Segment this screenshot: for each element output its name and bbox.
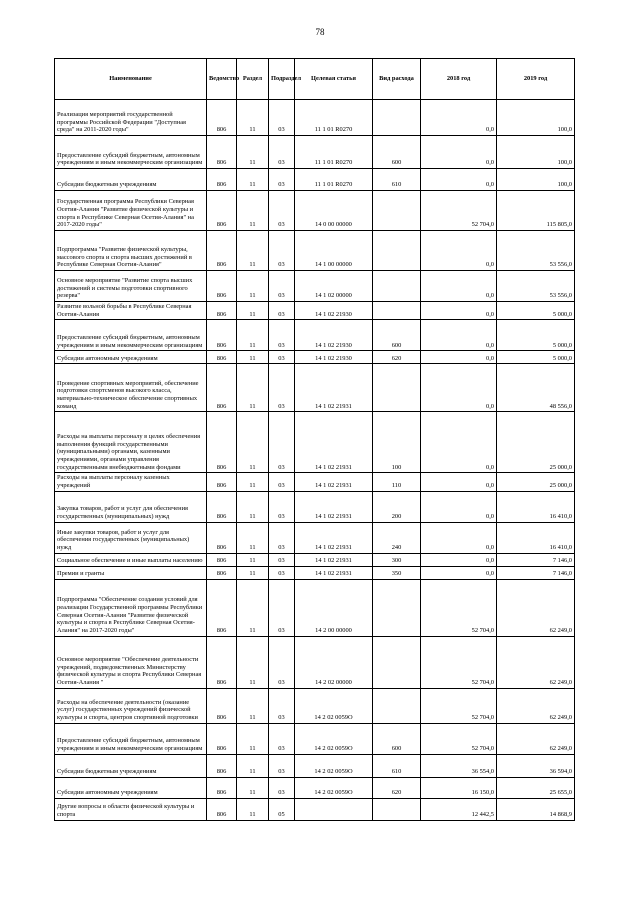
cell-y2019: 5 000,0: [497, 302, 575, 320]
cell-target: 11 1 01 R0270: [295, 136, 373, 169]
cell-y2019: 36 594,0: [497, 754, 575, 777]
header-name: Наименование: [55, 59, 207, 100]
cell-type: 620: [373, 351, 421, 364]
cell-section: 11: [237, 566, 269, 579]
table-row: [55, 636, 575, 688]
cell-type: [373, 364, 421, 412]
cell-name: Другие вопросы в области физической культуры и спорта: [55, 798, 207, 820]
cell-section: 11: [237, 351, 269, 364]
cell-target: 14 1 02 21931: [295, 364, 373, 412]
cell-name: Предоставление субсидий бюджетным, автономным учреждениям и иным некоммерческим организациям: [55, 136, 207, 169]
cell-section: 11: [237, 412, 269, 473]
cell-y2019: 62 249,0: [497, 688, 575, 723]
table-row: [55, 302, 575, 320]
cell-section: 11: [237, 320, 269, 351]
header-dept: Ведомство: [207, 59, 237, 100]
header-2019: 2019 год: [497, 59, 575, 100]
cell-y2019: 16 410,0: [497, 522, 575, 553]
cell-target: 14 1 02 21930: [295, 320, 373, 351]
table-row: [55, 271, 575, 302]
cell-dept: 806: [207, 302, 237, 320]
cell-subsection: 03: [269, 636, 295, 688]
cell-name: Предоставление субсидий бюджетным, автономным учреждениям и иным некоммерческим организациям: [55, 723, 207, 754]
cell-subsection: 03: [269, 522, 295, 553]
cell-type: 600: [373, 136, 421, 169]
header-target: Целевая статья: [295, 59, 373, 100]
cell-y2018: 0,0: [421, 491, 497, 522]
cell-section: 11: [237, 491, 269, 522]
cell-subsection: 03: [269, 777, 295, 798]
cell-type: 620: [373, 777, 421, 798]
cell-y2018: 0,0: [421, 364, 497, 412]
table-row: [55, 473, 575, 491]
cell-target: 14 1 02 21931: [295, 553, 373, 566]
cell-type: [373, 798, 421, 820]
cell-name: Государственная программа Республики Северная Осетия-Алания "Развитие физической культуры и спорта в Республике Северная Осетия-Алания" на 2017-2020 годы": [55, 191, 207, 231]
header-section: Раздел: [237, 59, 269, 100]
cell-y2018: 0,0: [421, 100, 497, 136]
cell-name: Подпрограмма "Развитие физической культуры, массового спорта и спорта высших достижений в Республике Северная Осетия-Алания": [55, 231, 207, 271]
cell-dept: 806: [207, 320, 237, 351]
cell-subsection: 03: [269, 320, 295, 351]
cell-dept: 806: [207, 473, 237, 491]
cell-subsection: 03: [269, 364, 295, 412]
cell-dept: 806: [207, 754, 237, 777]
cell-name: Расходы на выплаты персоналу казенных учреждений: [55, 473, 207, 491]
cell-y2018: 0,0: [421, 522, 497, 553]
table-row: [55, 723, 575, 754]
cell-section: 11: [237, 798, 269, 820]
cell-dept: 806: [207, 688, 237, 723]
cell-section: 11: [237, 636, 269, 688]
cell-y2018: 0,0: [421, 169, 497, 191]
cell-section: 11: [237, 553, 269, 566]
cell-type: [373, 302, 421, 320]
cell-dept: 806: [207, 553, 237, 566]
cell-y2019: 62 249,0: [497, 636, 575, 688]
cell-dept: 806: [207, 777, 237, 798]
cell-subsection: 03: [269, 191, 295, 231]
cell-section: 11: [237, 688, 269, 723]
cell-dept: 806: [207, 169, 237, 191]
table-row: [55, 579, 575, 636]
cell-y2019: 25 000,0: [497, 473, 575, 491]
table-row: [55, 553, 575, 566]
cell-type: 200: [373, 491, 421, 522]
cell-subsection: 03: [269, 566, 295, 579]
cell-type: 240: [373, 522, 421, 553]
cell-dept: 806: [207, 351, 237, 364]
cell-y2018: 52 704,0: [421, 723, 497, 754]
cell-section: 11: [237, 522, 269, 553]
cell-type: 300: [373, 553, 421, 566]
cell-y2018: 0,0: [421, 566, 497, 579]
cell-type: 610: [373, 754, 421, 777]
cell-subsection: 03: [269, 271, 295, 302]
cell-name: Субсидии бюджетным учреждениям: [55, 169, 207, 191]
cell-y2019: 14 868,9: [497, 798, 575, 820]
cell-y2019: 7 146,0: [497, 566, 575, 579]
table-row: [55, 566, 575, 579]
cell-dept: 806: [207, 798, 237, 820]
cell-y2018: 0,0: [421, 351, 497, 364]
table-row: [55, 688, 575, 723]
header-type: Вид расхода: [373, 59, 421, 100]
cell-subsection: 03: [269, 351, 295, 364]
cell-y2018: 52 704,0: [421, 636, 497, 688]
cell-dept: 806: [207, 136, 237, 169]
table-header-row: [55, 59, 575, 100]
cell-target: 11 1 01 R0270: [295, 169, 373, 191]
table-row: [55, 100, 575, 136]
cell-target: 14 1 02 21931: [295, 522, 373, 553]
cell-name: Субсидии бюджетным учреждениям: [55, 754, 207, 777]
cell-y2018: 52 704,0: [421, 688, 497, 723]
cell-name: Иные закупки товаров, работ и услуг для обеспечения государственных (муниципальных) нужд: [55, 522, 207, 553]
cell-dept: 806: [207, 191, 237, 231]
table-row: [55, 754, 575, 777]
cell-type: 100: [373, 412, 421, 473]
cell-type: [373, 191, 421, 231]
table-row: [55, 231, 575, 271]
table-row: [55, 798, 575, 820]
cell-dept: 806: [207, 271, 237, 302]
cell-y2019: 25 000,0: [497, 412, 575, 473]
cell-y2019: 25 655,0: [497, 777, 575, 798]
cell-section: 11: [237, 271, 269, 302]
cell-section: 11: [237, 579, 269, 636]
cell-section: 11: [237, 473, 269, 491]
cell-y2018: 36 554,0: [421, 754, 497, 777]
cell-dept: 806: [207, 579, 237, 636]
cell-y2018: 0,0: [421, 553, 497, 566]
cell-subsection: 03: [269, 723, 295, 754]
cell-y2018: 0,0: [421, 231, 497, 271]
cell-y2018: 0,0: [421, 473, 497, 491]
cell-subsection: 03: [269, 169, 295, 191]
cell-subsection: 03: [269, 688, 295, 723]
table-row: [55, 191, 575, 231]
cell-dept: 806: [207, 522, 237, 553]
cell-name: Предоставление субсидий бюджетным, автономным учреждениям и иным некоммерческим организациям: [55, 320, 207, 351]
cell-section: 11: [237, 723, 269, 754]
cell-dept: 806: [207, 412, 237, 473]
cell-target: [295, 798, 373, 820]
cell-target: 14 1 02 21931: [295, 491, 373, 522]
cell-section: 11: [237, 191, 269, 231]
cell-type: 600: [373, 320, 421, 351]
cell-type: [373, 636, 421, 688]
cell-y2019: 100,0: [497, 100, 575, 136]
cell-section: 11: [237, 100, 269, 136]
cell-subsection: 03: [269, 579, 295, 636]
cell-target: 14 2 00 00000: [295, 579, 373, 636]
table-row: [55, 364, 575, 412]
cell-target: 14 1 02 21931: [295, 473, 373, 491]
cell-subsection: 03: [269, 553, 295, 566]
cell-y2019: 7 146,0: [497, 553, 575, 566]
cell-y2018: 0,0: [421, 136, 497, 169]
cell-dept: 806: [207, 491, 237, 522]
cell-type: [373, 688, 421, 723]
cell-y2019: 5 000,0: [497, 320, 575, 351]
table-row: [55, 777, 575, 798]
cell-type: 110: [373, 473, 421, 491]
cell-name: Субсидии автономным учреждениям: [55, 351, 207, 364]
cell-target: 14 2 02 00000: [295, 636, 373, 688]
cell-type: [373, 100, 421, 136]
cell-type: 610: [373, 169, 421, 191]
cell-y2018: 0,0: [421, 302, 497, 320]
cell-y2018: 0,0: [421, 320, 497, 351]
cell-subsection: 03: [269, 302, 295, 320]
cell-name: Закупка товаров, работ и услуг для обеспечения государственных (муниципальных) нужд: [55, 491, 207, 522]
cell-y2019: 53 556,0: [497, 231, 575, 271]
cell-type: [373, 271, 421, 302]
cell-y2019: 5 000,0: [497, 351, 575, 364]
cell-subsection: 03: [269, 231, 295, 271]
cell-target: 14 2 02 0059О: [295, 777, 373, 798]
cell-name: Расходы на выплаты персоналу в целях обеспечения выполнения функций государственными (муниципальными) органами, казенными учреждениями, органами управления государственными внебюджетными фондами: [55, 412, 207, 473]
cell-y2019: 100,0: [497, 169, 575, 191]
header-2018: 2018 год: [421, 59, 497, 100]
cell-name: Субсидии автономным учреждениям: [55, 777, 207, 798]
cell-target: 11 1 01 R0270: [295, 100, 373, 136]
cell-target: 14 1 02 21931: [295, 412, 373, 473]
table-row: [55, 522, 575, 553]
cell-section: 11: [237, 302, 269, 320]
table-row: [55, 351, 575, 364]
cell-type: 600: [373, 723, 421, 754]
cell-target: 14 1 02 21930: [295, 351, 373, 364]
cell-target: 14 2 02 0059О: [295, 754, 373, 777]
cell-y2019: 53 556,0: [497, 271, 575, 302]
cell-y2019: 48 556,0: [497, 364, 575, 412]
cell-name: Основное мероприятие "Развитие спорта высших достижений и системы подготовки спортивного резерва": [55, 271, 207, 302]
cell-dept: 806: [207, 100, 237, 136]
cell-section: 11: [237, 169, 269, 191]
cell-y2018: 16 150,0: [421, 777, 497, 798]
cell-subsection: 03: [269, 136, 295, 169]
cell-dept: 806: [207, 231, 237, 271]
cell-target: 14 2 02 0059О: [295, 723, 373, 754]
cell-name: Премии и гранты: [55, 566, 207, 579]
cell-y2019: 62 249,0: [497, 579, 575, 636]
cell-target: 14 1 02 21931: [295, 566, 373, 579]
cell-y2019: 62 249,0: [497, 723, 575, 754]
cell-section: 11: [237, 754, 269, 777]
cell-section: 11: [237, 364, 269, 412]
cell-subsection: 03: [269, 412, 295, 473]
cell-name: Расходы на обеспечение деятельности (оказание услуг) государственных учреждений физической культуры и спорта, центров спортивной подготовки: [55, 688, 207, 723]
cell-target: 14 1 00 00000: [295, 231, 373, 271]
cell-dept: 806: [207, 723, 237, 754]
cell-y2019: 100,0: [497, 136, 575, 169]
table-row: [55, 412, 575, 473]
cell-name: Развитие вольной борьбы в Республике Северная Осетия-Алания: [55, 302, 207, 320]
cell-name: Социальное обеспечение и иные выплаты населению: [55, 553, 207, 566]
cell-y2018: 52 704,0: [421, 579, 497, 636]
cell-subsection: 03: [269, 754, 295, 777]
cell-y2018: 0,0: [421, 271, 497, 302]
cell-y2018: 52 704,0: [421, 191, 497, 231]
cell-dept: 806: [207, 566, 237, 579]
table-row: [55, 136, 575, 169]
cell-target: 14 2 02 0059О: [295, 688, 373, 723]
cell-type: 350: [373, 566, 421, 579]
cell-name: Основное мероприятие "Обеспечение деятельности учреждений, подведомственных Министерству физической культуры и спорта Республики Северная Осетия-Алания ": [55, 636, 207, 688]
cell-y2018: 0,0: [421, 412, 497, 473]
table-row: [55, 169, 575, 191]
page-number: 78: [315, 27, 325, 37]
cell-y2019: 16 410,0: [497, 491, 575, 522]
cell-type: [373, 231, 421, 271]
cell-subsection: 03: [269, 491, 295, 522]
cell-name: Реализация мероприятий государственной программы Российской Федерации "Доступная среда" на 2011-2020 годы": [55, 100, 207, 136]
cell-type: [373, 579, 421, 636]
cell-subsection: 03: [269, 100, 295, 136]
cell-target: 14 1 02 00000: [295, 271, 373, 302]
cell-target: 14 0 00 00000: [295, 191, 373, 231]
cell-section: 11: [237, 777, 269, 798]
cell-dept: 806: [207, 364, 237, 412]
cell-y2019: 115 805,0: [497, 191, 575, 231]
table-row: [55, 320, 575, 351]
cell-subsection: 05: [269, 798, 295, 820]
cell-dept: 806: [207, 636, 237, 688]
cell-name: Проведение спортивных мероприятий, обеспечение подготовки спортсменов высокого класса, материально-техническое обеспечение спортивных команд: [55, 364, 207, 412]
cell-section: 11: [237, 136, 269, 169]
cell-section: 11: [237, 231, 269, 271]
budget-table: [54, 58, 575, 821]
header-subsection: Подраздел: [269, 59, 295, 100]
cell-name: Подпрограмма "Обеспечение создания условий для реализации Государственной программы Республики Северная Осетия-Алания "Развитие физической культуры и спорта в Республике Северная Осетия-Алания" на 2017-2020 годы": [55, 579, 207, 636]
cell-target: 14 1 02 21930: [295, 302, 373, 320]
table-row: [55, 491, 575, 522]
cell-subsection: 03: [269, 473, 295, 491]
cell-y2018: 12 442,5: [421, 798, 497, 820]
